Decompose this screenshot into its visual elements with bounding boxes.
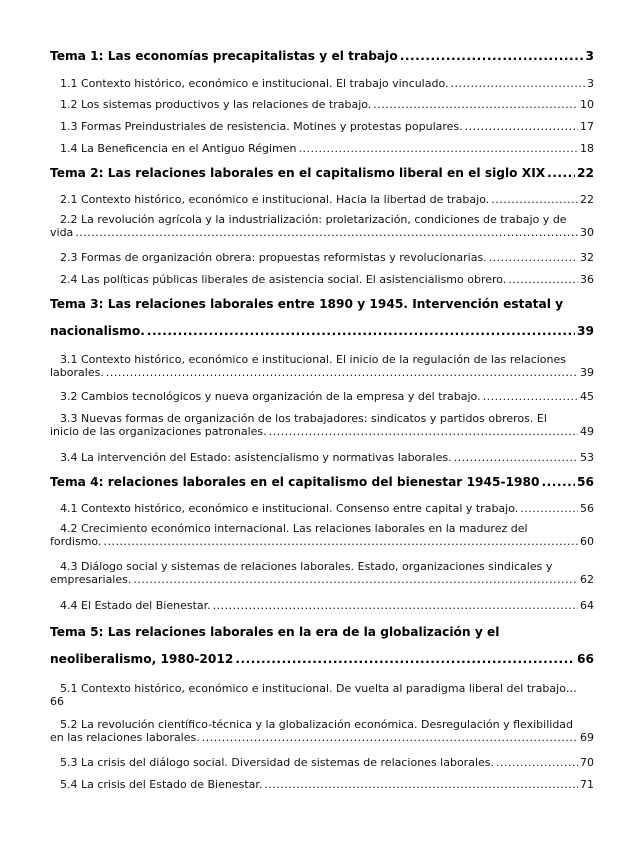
dot-leader [147, 324, 575, 338]
toc-page-number: 49 [580, 425, 594, 438]
toc-page-number: 56 [577, 475, 594, 489]
toc-item-5-3[interactable] [50, 756, 594, 769]
dot-leader [373, 98, 578, 111]
toc-heading-title-cont: nacionalismo. [50, 324, 145, 338]
toc-item-title: 4.3 Diálogo social y sistemas de relaciones laborales. Estado, organizaciones sindicales y [60, 560, 553, 573]
toc-page-number: 45 [580, 390, 594, 403]
toc-item-title: 1.4 La Beneficencia en el Antiguo Régimen [60, 142, 297, 155]
toc-item-2-4[interactable] [50, 273, 594, 286]
toc-item-3-4[interactable] [50, 451, 594, 464]
toc-item-title-cont: empresariales. [50, 573, 132, 586]
toc-page-number: 36 [580, 273, 594, 286]
toc-item-3-3[interactable] [50, 412, 594, 438]
toc-item-title: 2.3 Formas de organización obrera: propuestas reformistas y revolucionarias. [60, 251, 487, 264]
toc-item-5-4[interactable] [50, 778, 594, 791]
toc-heading-tema-3[interactable] [50, 297, 594, 338]
toc-item-title: 4.1 Contexto histórico, económico e institucional. Consenso entre capital y trabajo. [60, 502, 519, 515]
toc-heading-tema-2[interactable] [50, 166, 594, 180]
dot-leader [213, 599, 578, 612]
toc-item-title: 4.2 Crecimiento económico internacional. Las relaciones laborales en la madurez del [60, 522, 528, 535]
toc-item-title: 5.4 La crisis del Estado de Bienestar. [60, 778, 263, 791]
toc-page-number: 18 [580, 142, 594, 155]
dot-leader [103, 535, 578, 548]
toc-item-title: 5.1 Contexto histórico, económico e institucional. De vuelta al paradigma liberal del trabajo… [60, 682, 577, 695]
toc-page-number: 30 [580, 226, 594, 239]
toc-page-number: 60 [580, 535, 594, 548]
toc-item-2-1[interactable] [50, 193, 594, 206]
toc-page-number: 70 [580, 756, 594, 769]
toc-item-1-1[interactable] [50, 77, 594, 90]
toc-page-number: 66 [577, 652, 594, 666]
toc-page-number: 66 [50, 695, 64, 708]
toc-item-title: 1.2 Los sistemas productivos y las relaciones de trabajo. [60, 98, 372, 111]
toc-heading-title: Tema 2: Las relaciones laborales en el capitalismo liberal en el siglo XIX [50, 166, 546, 180]
dot-leader [400, 49, 584, 63]
dot-leader [269, 425, 578, 438]
toc-heading-title: Tema 4: relaciones laborales en el capitalismo del bienestar 1945-1980 [50, 475, 540, 489]
toc-item-4-4[interactable] [50, 599, 594, 612]
toc-item-1-2[interactable] [50, 98, 594, 111]
dot-leader [489, 251, 578, 264]
toc-item-title: 2.2 La revolución agrícola y la industrialización: proletarización, condiciones de trabajo y de [60, 213, 567, 226]
dot-leader [106, 366, 578, 379]
toc-page-number: 39 [577, 324, 594, 338]
toc-item-title: 3.1 Contexto histórico, económico e institucional. El inicio de la regulación de las relaciones [60, 353, 567, 366]
toc-page-number: 69 [580, 731, 594, 744]
toc-page-number: 39 [580, 366, 594, 379]
toc-item-title: 2.4 Las políticas públicas liberales de asistencia social. El asistencialismo obrero. [60, 273, 507, 286]
toc-item-4-1[interactable] [50, 502, 594, 515]
dot-leader [450, 77, 585, 90]
toc-heading-tema-4[interactable] [50, 475, 594, 489]
toc-heading-title: Tema 1: Las economías precapitalistas y el trabajo [50, 49, 398, 63]
toc-item-title-cont: fordismo. [50, 535, 102, 548]
dot-leader [496, 756, 578, 769]
toc-item-title: 4.4 El Estado del Bienestar. [60, 599, 211, 612]
toc-item-3-2[interactable] [50, 390, 594, 403]
toc-page-number: 3 [587, 77, 594, 90]
toc-heading-title: Tema 3: Las relaciones laborales entre 1890 y 1945. Intervención estatal y [50, 297, 564, 311]
toc-item-4-3[interactable] [50, 560, 594, 586]
toc-page-number: 22 [580, 193, 594, 206]
dot-leader [491, 193, 578, 206]
dot-leader [202, 731, 578, 744]
toc-page-number: 22 [577, 166, 594, 180]
toc-item-title: 1.3 Formas Preindustriales de resistencia. Motines y protestas populares. [60, 120, 463, 133]
toc-item-title: 3.2 Cambios tecnológicos y nueva organización de la empresa y del trabajo. [60, 390, 481, 403]
toc-item-title: 2.1 Contexto histórico, económico e institucional. Hacia la libertad de trabajo. [60, 193, 490, 206]
dot-leader [235, 652, 575, 666]
toc-page-number: 62 [580, 573, 594, 586]
toc-item-title: 5.3 La crisis del diálogo social. Diversidad de sistemas de relaciones laborales. [60, 756, 494, 769]
dot-leader [454, 451, 578, 464]
toc-item-title-cont: vida [50, 226, 74, 239]
dot-leader [520, 502, 578, 515]
dot-leader [298, 142, 578, 155]
toc-item-title: 5.2 La revolución científico-técnica y la globalización económica. Desregulación y flexibilidad [60, 718, 574, 731]
toc-item-5-2[interactable] [50, 718, 594, 744]
toc-page-number: 17 [580, 120, 594, 133]
dot-leader [264, 778, 578, 791]
toc-item-title: 1.1 Contexto histórico, económico e institucional. El trabajo vinculado. [60, 77, 449, 90]
toc-heading-title-cont: neoliberalismo, 1980-2012 [50, 652, 234, 666]
toc-item-3-1[interactable] [50, 353, 594, 379]
toc-heading-tema-5[interactable] [50, 625, 594, 666]
toc-item-1-4[interactable] [50, 142, 594, 155]
toc-item-title: 3.3 Nuevas formas de organización de los trabajadores: sindicatos y partidos obreros. El [60, 412, 547, 425]
toc-item-title-cont: inicio de las organizaciones patronales. [50, 425, 267, 438]
dot-leader [541, 475, 575, 489]
toc-page-number: 3 [585, 49, 594, 63]
toc-item-5-1[interactable] [50, 682, 594, 708]
toc-item-title-cont: laborales. [50, 366, 104, 379]
dot-leader [508, 273, 578, 286]
dot-leader [75, 226, 578, 239]
toc-item-2-2[interactable] [50, 213, 594, 239]
dot-leader [483, 390, 578, 403]
toc-item-4-2[interactable] [50, 522, 594, 548]
toc-item-title: 3.4 La intervención del Estado: asistencialismo y normativas laborales. [60, 451, 452, 464]
toc-heading-tema-1[interactable] [50, 49, 594, 63]
toc-page-number: 56 [580, 502, 594, 515]
toc-page-number: 71 [580, 778, 594, 791]
toc-page-number: 53 [580, 451, 594, 464]
toc-page-number: 64 [580, 599, 594, 612]
toc-heading-title: Tema 5: Las relaciones laborales en la era de la globalización y el [50, 625, 500, 639]
toc-item-1-3[interactable] [50, 120, 594, 133]
toc-item-title-cont: en las relaciones laborales. [50, 731, 200, 744]
toc-page-number: 32 [580, 251, 594, 264]
dot-leader [133, 573, 578, 586]
dot-leader [547, 166, 575, 180]
toc-item-2-3[interactable] [50, 251, 594, 264]
dot-leader [465, 120, 578, 133]
toc-page-number: 10 [580, 98, 594, 111]
